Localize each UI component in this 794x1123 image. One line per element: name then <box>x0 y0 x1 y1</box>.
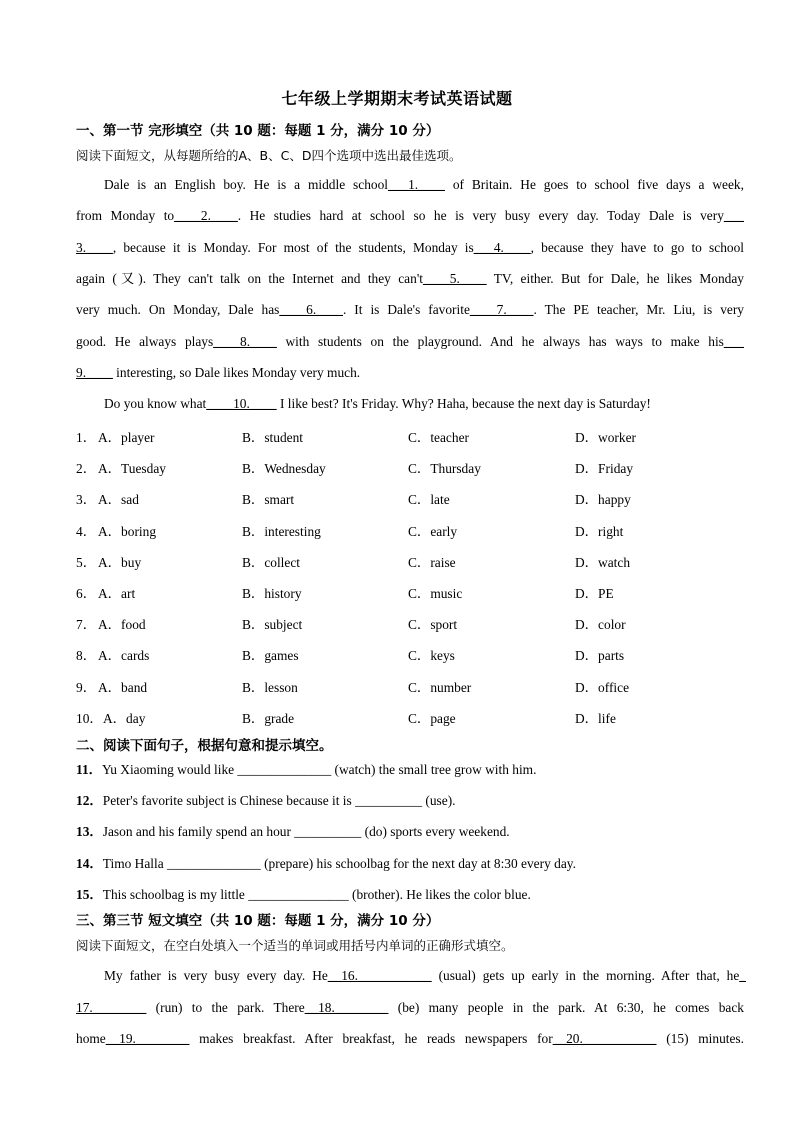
question-number: 4． <box>76 523 97 539</box>
option-a[interactable]: A．sad <box>98 492 139 508</box>
section-2-heading: 二、阅读下面句子，根据句意和提示填空。 <box>76 738 333 754</box>
option-c[interactable]: C．late <box>408 492 450 508</box>
option-d[interactable]: D．worker <box>575 430 636 445</box>
passage-line <box>76 333 744 351</box>
question-number: 12． <box>76 793 103 809</box>
answer-blank[interactable]: __19.________ <box>105 1031 190 1046</box>
question-number: 2． <box>76 461 97 477</box>
option-b[interactable]: B．games <box>242 648 299 664</box>
passage-text: , because it is Monday. For most of the students, Monday is <box>112 239 474 255</box>
passage-text: home <box>76 1031 106 1046</box>
answer-blank[interactable]: 17.________ <box>76 999 147 1015</box>
passage-line <box>76 1030 744 1048</box>
sentence-text[interactable]: Jason and his family spend an hour __________ (do) sports every weekend. <box>102 824 510 840</box>
option-c[interactable]: C．keys <box>408 648 455 664</box>
passage-text: My father is very busy every day. He <box>104 968 328 983</box>
passage-text: Dale is an English boy. He is a middle school <box>104 177 388 192</box>
passage-text: again (又). They can't talk on the Internet and they can't <box>76 270 423 286</box>
option-b[interactable]: B．Wednesday <box>242 461 326 477</box>
sentence-text[interactable]: This schoolbag is my little _______________ (brother). He likes the color blue. <box>102 886 531 902</box>
passage-text: (be) many people in the park. At 6:30, he comes back <box>388 999 744 1015</box>
option-b[interactable]: B．subject <box>242 617 303 633</box>
answer-blank[interactable]: _ <box>739 968 746 983</box>
option-c[interactable]: C．teacher <box>408 430 469 445</box>
answer-blank[interactable]: __18.________ <box>304 999 389 1015</box>
option-c[interactable]: C．raise <box>408 554 456 570</box>
option-b[interactable]: B．lesson <box>242 679 298 695</box>
option-b[interactable]: B．smart <box>242 492 295 508</box>
option-b[interactable]: B．collect <box>242 554 301 570</box>
passage-text: from Monday to <box>76 208 175 224</box>
passage-text: (run) to the park. There <box>146 999 305 1015</box>
answer-blank[interactable]: __16.___________ <box>327 968 432 983</box>
answer-blank[interactable]: 3.____ <box>76 239 113 255</box>
passage-text: . He studies hard at school so he is very busy every day. Today Dale is very <box>237 208 724 224</box>
answer-blank[interactable]: ____5.____ <box>422 270 487 286</box>
option-a[interactable]: A．buy <box>98 554 142 570</box>
passage-text: with students on the playground. And he always has ways to make his <box>276 333 724 349</box>
option-b[interactable]: B．history <box>242 586 302 601</box>
passage-text: makes breakfast. After breakfast, he reads newspapers for <box>189 1031 553 1046</box>
passage-line <box>76 364 744 382</box>
option-c[interactable]: C．Thursday <box>408 461 481 477</box>
option-a[interactable]: A．cards <box>98 648 150 664</box>
option-d[interactable]: D．right <box>575 523 624 539</box>
passage-text: I like best? It's Friday. Why? Haha, because the next day is Saturday! <box>276 396 651 411</box>
passage-text: . The PE teacher, Mr. Liu, is very <box>533 302 744 318</box>
passage-line <box>76 301 744 319</box>
sentence-text[interactable]: Peter's favorite subject is Chinese because it is __________ (use). <box>102 793 456 809</box>
answer-blank[interactable]: __20.___________ <box>552 1031 657 1046</box>
question-number: 3． <box>76 492 97 508</box>
answer-blank[interactable]: ____10.____ <box>206 396 277 411</box>
question-number: 10． <box>76 710 103 726</box>
option-c[interactable]: C．sport <box>408 617 458 633</box>
passage-line <box>76 207 744 225</box>
answer-blank[interactable]: ___1.____ <box>388 177 445 192</box>
option-a[interactable]: A．player <box>98 430 155 445</box>
option-d[interactable]: D．parts <box>575 648 625 664</box>
fill-in-sentence <box>76 821 510 840</box>
passage-line <box>76 999 744 1017</box>
option-a[interactable]: A．boring <box>98 523 157 539</box>
passage-line <box>76 270 744 288</box>
passage-text: interesting, so Dale likes Monday very much. <box>112 364 361 380</box>
answer-blank[interactable]: ___4.____ <box>473 239 531 255</box>
option-d[interactable]: D．office <box>575 679 630 695</box>
option-d[interactable]: D．happy <box>575 492 631 508</box>
question-number: 13． <box>76 824 103 840</box>
option-d[interactable]: D．color <box>575 617 626 633</box>
option-d[interactable]: D．Friday <box>575 461 634 477</box>
page-title: 七年级上学期期末考试英语试题 <box>281 89 513 108</box>
option-b[interactable]: B．student <box>242 430 304 445</box>
answer-blank[interactable]: ___ <box>723 208 744 224</box>
section-3-instruction: 阅读下面短文，在空白处填入一个适当的单词或用括号内单词的正确形式填空。 <box>76 938 514 953</box>
section-1-heading: 一、第一节 完形填空（共 10 题：每题 1 分，满分 10 分） <box>76 123 440 139</box>
option-a[interactable]: A．art <box>98 586 136 601</box>
option-c[interactable]: C．page <box>408 710 456 726</box>
question-number: 7． <box>76 617 97 633</box>
answer-blank[interactable]: 9.____ <box>76 364 113 380</box>
fill-in-sentence <box>76 790 456 809</box>
option-d[interactable]: D．watch <box>575 554 631 570</box>
passage-text: good. He always plays <box>76 333 214 349</box>
passage-text: of Britain. He goes to school five days a week, <box>444 177 744 192</box>
option-c[interactable]: C．music <box>408 586 463 601</box>
question-number: 14． <box>76 855 103 871</box>
sentence-text[interactable]: Timo Halla ______________ (prepare) his schoolbag for the next day at 8:30 every day. <box>102 855 576 871</box>
fill-in-sentence <box>76 759 536 778</box>
option-c[interactable]: C．early <box>408 523 458 539</box>
question-number: 9． <box>76 679 97 695</box>
passage-line <box>104 395 744 413</box>
answer-blank[interactable]: ___ <box>723 333 744 349</box>
option-b[interactable]: B．grade <box>242 710 295 726</box>
passage-line <box>104 967 746 985</box>
question-number: 15． <box>76 886 103 902</box>
question-number: 5． <box>76 554 97 570</box>
section-1-instruction: 阅读下面短文，从每题所给的A、B、C、D四个选项中选出最佳选项。 <box>76 148 462 163</box>
question-number: 8． <box>76 648 97 664</box>
option-a[interactable]: A．food <box>98 617 146 633</box>
option-c[interactable]: C．number <box>408 679 472 695</box>
answer-blank[interactable]: ____6.____ <box>279 302 343 318</box>
passage-text: Do you know what <box>104 396 207 411</box>
passage-text: (15) minutes. <box>656 1031 744 1046</box>
option-a[interactable]: A．Tuesday <box>98 461 166 477</box>
passage-text: very much. On Monday, Dale has <box>76 302 280 318</box>
question-number: 1． <box>76 430 97 445</box>
question-number: 6． <box>76 586 97 601</box>
fill-in-sentence <box>76 884 531 903</box>
passage-line <box>104 176 744 194</box>
sentence-text[interactable]: Yu Xiaoming would like ______________ (watch) the small tree grow with him. <box>102 762 537 777</box>
option-a[interactable]: A．band <box>98 679 148 695</box>
answer-blank[interactable]: ____7.____ <box>469 302 534 318</box>
option-a[interactable]: A．day <box>103 710 146 726</box>
passage-text: (usual) gets up early in the morning. After that, he <box>431 968 740 983</box>
option-b[interactable]: B．interesting <box>242 523 321 539</box>
passage-text: , because they have to go to school <box>530 239 744 255</box>
section-3-heading: 三、第三节 短文填空（共 10 题：每题 1 分，满分 10 分） <box>76 913 440 929</box>
passage-line <box>76 239 744 257</box>
passage-text: TV, either. But for Dale, he likes Monday <box>486 270 745 286</box>
answer-blank[interactable]: ____8.____ <box>213 333 277 349</box>
option-d[interactable]: D．PE <box>575 586 614 601</box>
answer-blank[interactable]: ____2.____ <box>174 208 238 224</box>
option-d[interactable]: D．life <box>575 710 616 726</box>
fill-in-sentence <box>76 853 576 872</box>
passage-text: . It is Dale's favorite <box>342 302 470 318</box>
question-number: 11． <box>76 762 103 777</box>
